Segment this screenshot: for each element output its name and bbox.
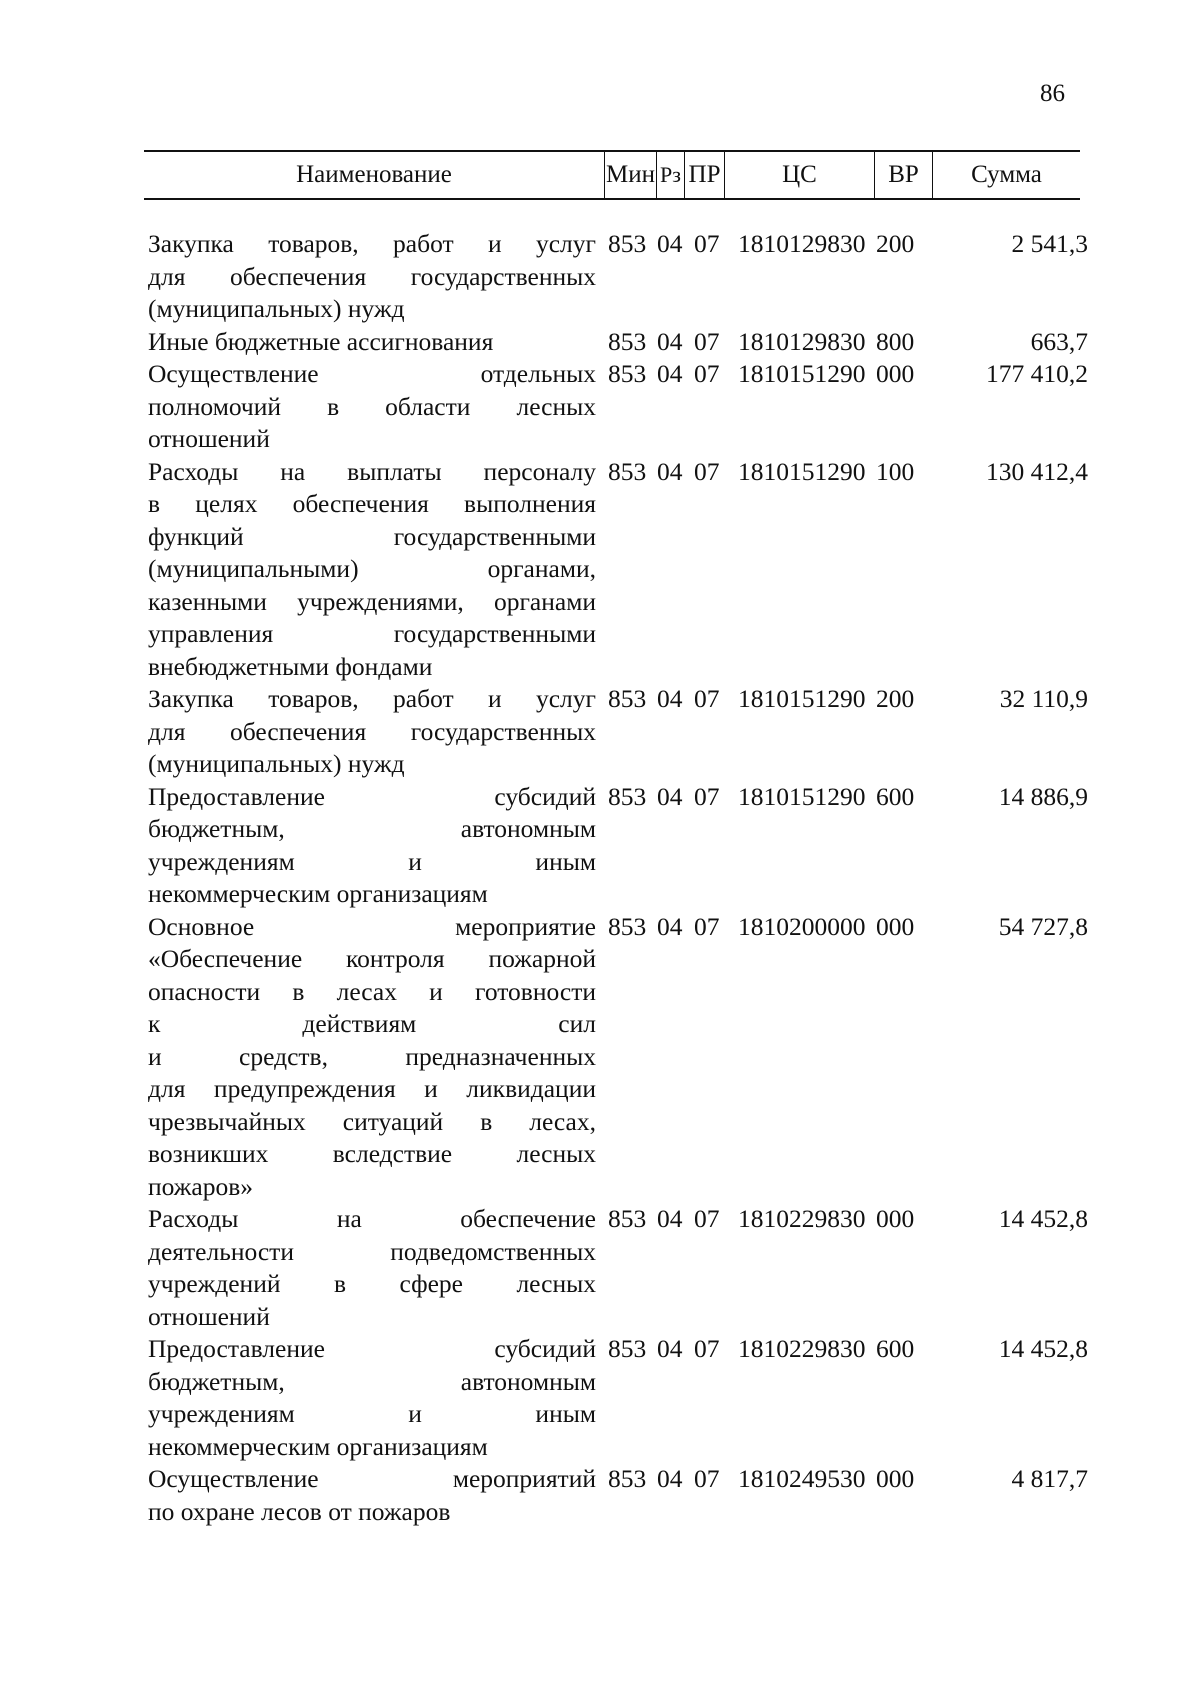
table-header [144,150,1080,200]
cell-pr: 07 [694,781,720,811]
cell-cs: 1810151290 [738,781,866,811]
row-name-line: учреждений в сфере лесных [148,1269,596,1298]
row-name-line: (муниципальными) органами, [148,554,596,583]
cell-vr: 000 [876,1464,915,1493]
row-codes [608,358,1088,391]
cell-rz: 04 [657,684,683,713]
cell-min: 853 [608,781,647,811]
row-name-line: функций государственными [148,521,596,551]
cell-min: 853 [608,456,647,486]
row-name-line: в целях обеспечения выполнения [148,489,596,518]
row-name [148,228,596,326]
cell-pr: 07 [694,1464,720,1493]
cell-vr: 600 [876,781,915,811]
cell-sum: 14 452,8 [998,1334,1088,1363]
row-codes [608,1203,1088,1236]
row-name [148,781,596,911]
cell-pr: 07 [694,684,720,713]
row-name [148,911,596,1204]
cell-rz: 04 [657,229,683,258]
row-name-line: полномочий в области лесных [148,391,596,421]
cell-min: 853 [608,684,647,713]
cell-pr: 07 [694,456,720,486]
cell-vr: 000 [876,1204,915,1233]
cell-sum: 54 727,8 [998,911,1088,941]
row-name-line: деятельности подведомственных [148,1236,596,1266]
cell-vr: 000 [876,359,915,388]
cell-pr: 07 [694,359,720,388]
cell-rz: 04 [657,326,683,356]
cell-rz: 04 [657,911,683,941]
cell-rz: 04 [657,1204,683,1233]
cell-min: 853 [608,359,647,388]
cell-cs: 1810229830 [738,1204,866,1233]
row-name-line: и средств, предназначенных [148,1041,596,1071]
cell-cs: 1810151290 [738,359,866,388]
cell-pr: 07 [694,911,720,941]
row-name-line: некоммерческим организациям [148,879,488,908]
table-row [148,228,1088,326]
cell-min: 853 [608,326,647,356]
header-rz: Рз [656,152,684,198]
row-name [148,1333,596,1463]
row-name-line: «Обеспечение контроля пожарной [148,944,596,973]
cell-cs: 1810229830 [738,1334,866,1363]
row-name-line: возникших вследствие лесных [148,1139,596,1168]
table-row [148,683,1088,781]
cell-rz: 04 [657,1334,683,1363]
table-row [148,911,1088,1204]
cell-min: 853 [608,229,647,258]
cell-cs: 1810151290 [738,456,866,486]
row-name [148,1463,596,1528]
row-name-line: для обеспечения государственных [148,716,596,746]
row-name-line: некоммерческим организациям [148,1431,488,1461]
row-name-line: (муниципальных) нужд [148,294,405,323]
cell-rz: 04 [657,781,683,811]
cell-min: 853 [608,1204,647,1233]
row-codes [608,1333,1088,1366]
row-name-line: казенными учреждениями, органами [148,586,596,616]
header-sum: Сумма [932,152,1080,198]
table-body [148,228,1088,1528]
table-row [148,358,1088,456]
cell-vr: 800 [876,326,915,356]
row-name-line: внебюджетными фондами [148,651,433,681]
cell-pr: 07 [694,326,720,356]
cell-sum: 4 817,7 [1011,1464,1088,1493]
cell-vr: 000 [876,911,915,941]
header-pr: ПР [684,152,724,198]
cell-pr: 07 [694,1334,720,1363]
cell-min: 853 [608,911,647,941]
page-number: 86 [1040,80,1065,107]
cell-sum: 32 110,9 [999,684,1088,713]
row-name [148,326,596,359]
row-name-line: Основное мероприятие [148,911,596,941]
cell-sum: 14 886,9 [998,781,1088,811]
row-name-line: учреждениям и иным [148,1399,596,1428]
table-row [148,326,1088,359]
row-codes [608,326,1088,359]
header-cs: ЦС [724,152,874,198]
row-name-line: Расходы на выплаты персоналу [148,456,596,486]
row-name [148,683,596,781]
row-name-line: чрезвычайных ситуаций в лесах, [148,1106,596,1136]
row-codes [608,781,1088,814]
row-name-line: бюджетным, автономным [148,814,596,843]
row-name-line: отношений [148,1301,270,1331]
cell-sum: 177 410,2 [986,359,1088,388]
cell-pr: 07 [694,229,720,258]
row-codes [608,228,1088,261]
row-codes [608,911,1088,944]
cell-cs: 1810200000 [738,911,866,941]
cell-vr: 100 [876,456,915,486]
header-min: Мин [604,152,656,198]
cell-rz: 04 [657,359,683,388]
table-row [148,1333,1088,1463]
row-name-line: Осуществление отдельных [148,359,596,388]
row-name-line: по охране лесов от пожаров [148,1496,451,1526]
header-name: Наименование [296,161,452,188]
table-row [148,1463,1088,1528]
cell-sum: 14 452,8 [998,1204,1088,1233]
row-codes [608,456,1088,489]
row-name-line: бюджетным, автономным [148,1366,596,1396]
row-name-line: учреждениям и иным [148,846,596,876]
row-name [148,358,596,456]
row-name-line: Предоставление субсидий [148,781,596,811]
row-name-line: пожаров» [148,1171,253,1201]
cell-cs: 1810129830 [738,326,866,356]
row-name-line: Закупка товаров, работ и услуг [148,229,596,258]
cell-cs: 1810129830 [738,229,866,258]
cell-sum: 663,7 [1030,326,1088,356]
table-row [148,781,1088,911]
table-row [148,456,1088,684]
header-vr: ВР [874,152,932,198]
row-name-line: Расходы на обеспечение [148,1204,596,1233]
cell-sum: 2 541,3 [1011,229,1088,258]
cell-vr: 200 [876,684,915,713]
cell-vr: 600 [876,1334,915,1363]
cell-rz: 04 [657,1464,683,1493]
row-name [148,1203,596,1333]
cell-min: 853 [608,1464,647,1493]
row-name [148,456,596,684]
row-name-line: отношений [148,424,270,453]
row-name-line: опасности в лесах и готовности [148,976,596,1006]
cell-cs: 1810151290 [738,684,866,713]
row-name-line: для обеспечения государственных [148,261,596,291]
row-name-line: для предупреждения и ликвидации [148,1074,596,1103]
row-name-line: Закупка товаров, работ и услуг [148,684,596,713]
table-row [148,1203,1088,1333]
row-name-line: Осуществление мероприятий [148,1464,596,1493]
row-name-line: к действиям сил [148,1009,596,1038]
cell-min: 853 [608,1334,647,1363]
cell-cs: 1810249530 [738,1464,866,1493]
row-name-line: Предоставление субсидий [148,1334,596,1363]
row-name-line: Иные бюджетные ассигнования [148,326,494,356]
row-codes [608,1463,1088,1496]
cell-pr: 07 [694,1204,720,1233]
row-name-line: (муниципальных) нужд [148,749,405,778]
cell-rz: 04 [657,456,683,486]
cell-vr: 200 [876,229,915,258]
row-codes [608,683,1088,716]
row-name-line: управления государственными [148,619,596,648]
cell-sum: 130 412,4 [986,456,1088,486]
